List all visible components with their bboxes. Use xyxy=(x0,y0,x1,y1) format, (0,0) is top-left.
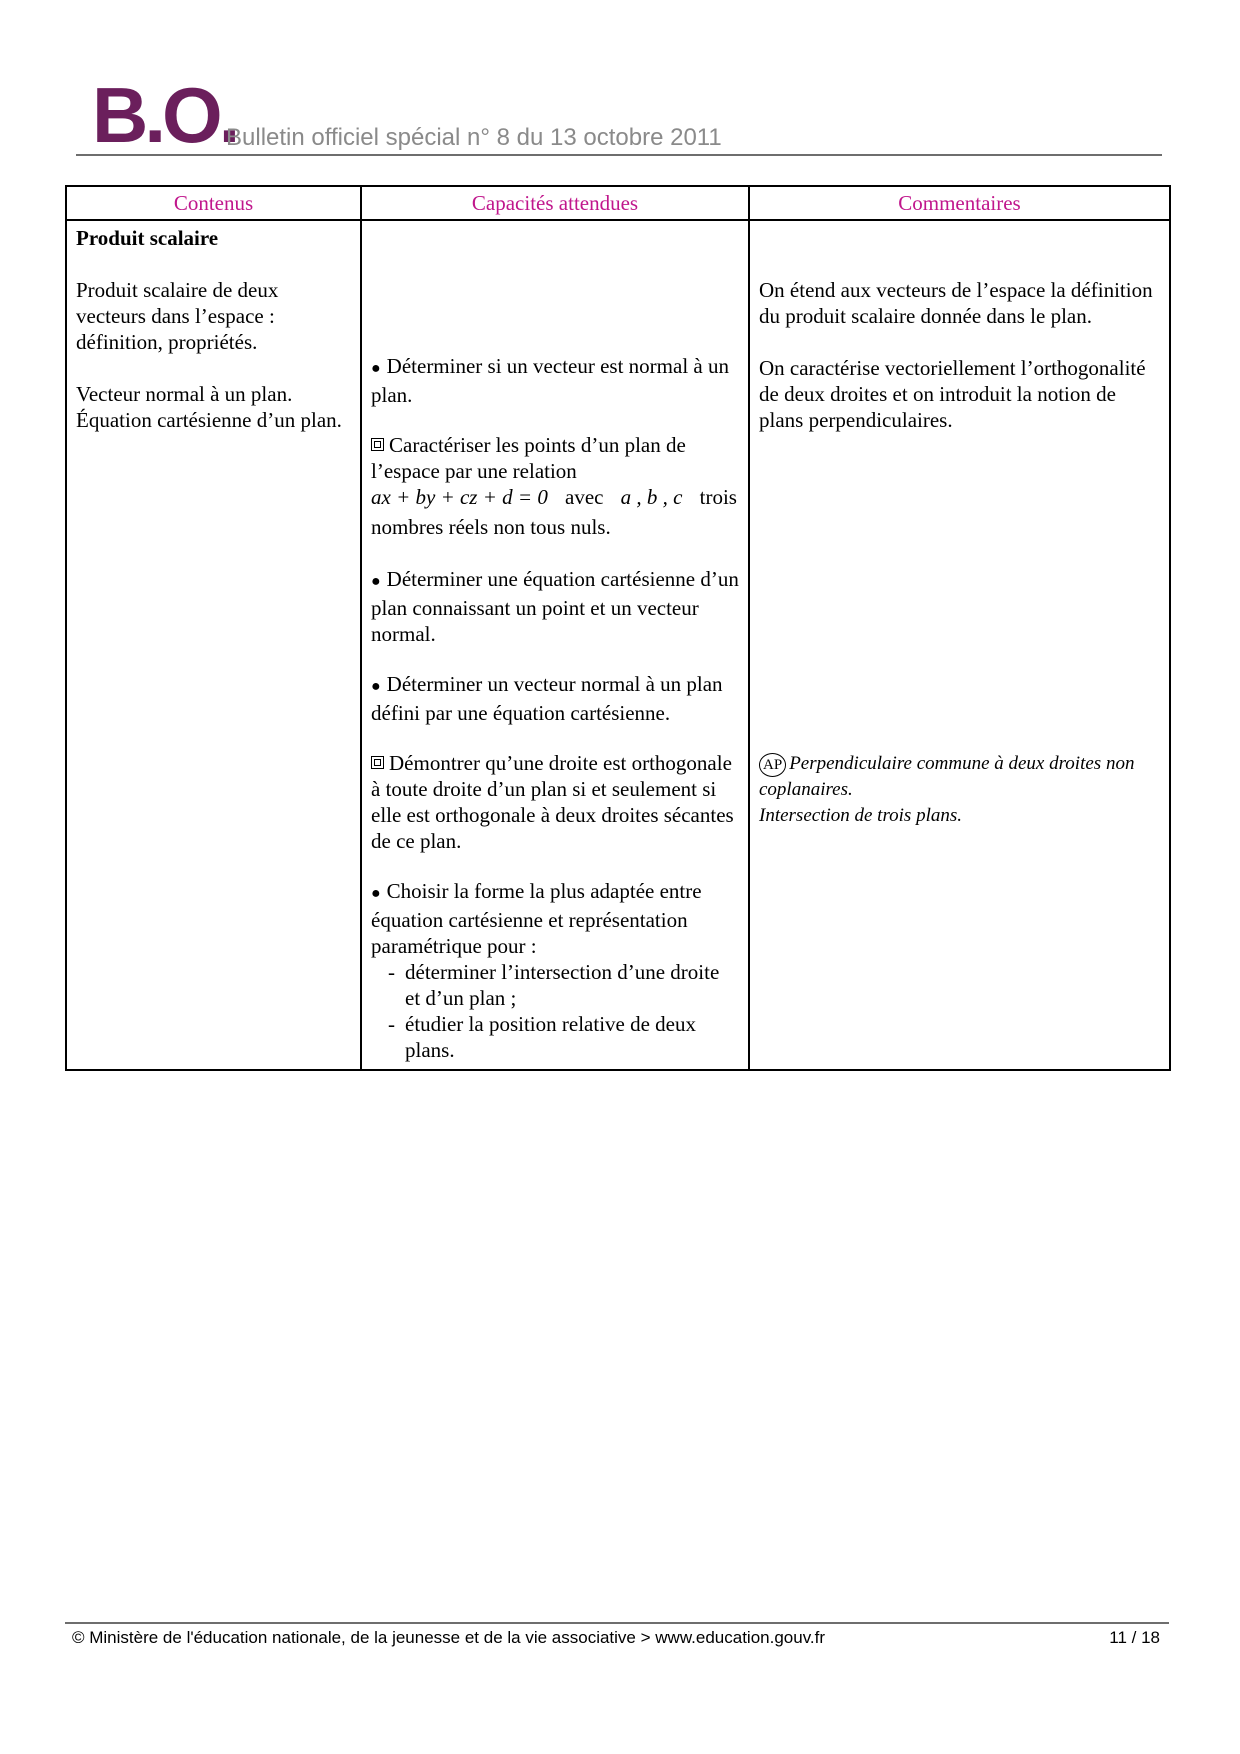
table-row xyxy=(66,220,1170,1070)
column-header-commentaires: Commentaires xyxy=(749,186,1170,220)
commentaire-item: On caractérise vectoriellement l’orthogonalité de deux droites et on introduit la notion de plans perpendiculaires. xyxy=(759,356,1146,432)
capacite-item: Démontrer qu’une droite est orthogonale à toute droite d’un plan si et seulement si elle est orthogonale à deux droites sécantes de ce plan. xyxy=(371,751,734,853)
cell-commentaires xyxy=(749,220,1170,1070)
page-number: 11 / 18 xyxy=(1109,1628,1160,1647)
header-divider xyxy=(76,154,1162,156)
ap-note-line: Intersection de trois plans. xyxy=(759,805,962,826)
ap-note: AP Perpendiculaire commune à deux droites non coplanaires. xyxy=(759,753,1135,800)
table-header-row xyxy=(66,186,1170,220)
capacite-item-continued: nombres réels non tous nuls. xyxy=(371,515,611,539)
cartesian-equation: ax + by + cz + d = 0 xyxy=(371,485,548,509)
cell-capacites xyxy=(361,220,749,1070)
commentaire-item: On étend aux vecteurs de l’espace la définition du produit scalaire donnée dans le plan. xyxy=(759,278,1153,328)
bullet-icon: ● xyxy=(371,885,381,902)
avec-word: avec xyxy=(565,485,604,509)
demonstration-square-icon xyxy=(371,756,384,769)
cell-contenus xyxy=(66,220,361,1070)
list-item: - déterminer l’intersection d’une droite et d’un plan ; xyxy=(371,959,739,1011)
capacite-item: ● Déterminer une équation cartésienne d’un plan connaissant un point et un vecteur normal. xyxy=(371,567,739,646)
demonstration-square-icon xyxy=(371,438,384,451)
sub-list xyxy=(371,959,739,1063)
section-title: Produit scalaire xyxy=(76,226,219,250)
bullet-icon: ● xyxy=(371,573,381,590)
column-header-capacites: Capacités attendues xyxy=(361,186,749,220)
header-title: Bulletin officiel spécial n° 8 du 13 octobre 2011 xyxy=(226,124,722,151)
ap-badge-icon: AP xyxy=(759,753,786,777)
contenu-item: Produit scalaire de deux vecteurs dans l’espace : définition, propriétés. xyxy=(76,278,279,354)
contenu-item: Vecteur normal à un plan. Équation cartésienne d’un plan. xyxy=(76,382,342,432)
bo-logo: B.O. xyxy=(92,71,237,159)
trois-word: trois xyxy=(699,485,737,509)
bullet-icon: ● xyxy=(371,360,381,377)
bullet-icon: ● xyxy=(371,678,381,695)
curriculum-table xyxy=(65,185,1171,1071)
capacite-item: ● Déterminer un vecteur normal à un plan défini par une équation cartésienne. xyxy=(371,672,723,725)
equation-line xyxy=(371,484,739,510)
equation-variables: a , b , c xyxy=(620,485,683,509)
capacite-item: ● Déterminer si un vecteur est normal à un plan. xyxy=(371,354,729,407)
capacite-item: Caractériser les points d’un plan de l’espace par une relation xyxy=(371,433,686,483)
capacite-item: ● Choisir la forme la plus adaptée entre équation cartésienne et représentation paramétrique pour : xyxy=(371,879,702,958)
list-item: - étudier la position relative de deux plans. xyxy=(371,1011,739,1063)
footer-copyright: © Ministère de l'éducation nationale, de la jeunesse et de la vie associative > www.education.gouv.fr xyxy=(72,1628,826,1647)
footer-divider xyxy=(65,1622,1169,1624)
column-header-contenus: Contenus xyxy=(66,186,361,220)
